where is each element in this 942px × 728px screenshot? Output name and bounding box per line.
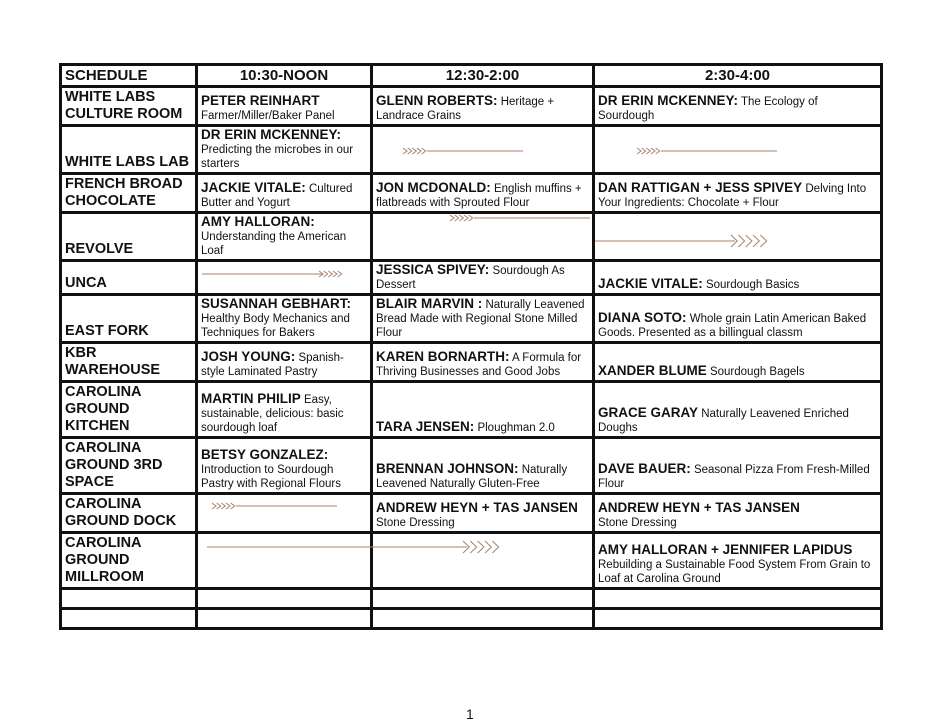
wheat-stalk-icon [207,540,507,554]
session-cell-s2 [372,295,594,343]
speaker-name: DR ERIN MCKENNEY: [201,127,342,142]
speaker-name: DAN RATTIGAN + JESS SPIVEY [598,180,803,195]
session-description: Spanish-style Laminated Pastry [201,352,344,378]
session-cell-s1 [197,382,372,438]
session-description: Ploughman 2.0 [474,422,555,434]
session-description: English muffins + flatbreads with Sprouted Flour [376,183,582,209]
session-description: Naturally Leavened Naturally Gluten-Free [376,464,568,490]
session-description: Seasonal Pizza From Fresh-Milled Flour [598,464,870,490]
session-cell-s2 [372,174,594,213]
speaker-separator: : [698,276,703,291]
speaker-name: SUSANNAH GEBHART: [201,296,352,311]
speaker-name: JACKIE VITALE [598,276,699,291]
session-cell-s2 [372,438,594,494]
empty-cell [197,609,372,629]
venue-cell: CAROLINA GROUND MILLROOM [61,533,197,589]
session-cell-s3 [594,87,882,126]
schedule-row [61,174,882,213]
speaker-name: XANDER BLUME [598,363,707,378]
venue-cell: REVOLVE [61,213,197,261]
empty-cell [372,589,594,609]
speaker-name: GRACE GARAY [598,405,699,420]
speaker-name: BETSY GONZALEZ: [201,447,329,462]
session-description: Farmer/Miller/Baker Panel [201,110,335,122]
wheat-stalk-icon [403,147,523,161]
speaker-separator: : [493,93,498,108]
session-description: Cultured Butter and Yogurt [201,183,353,209]
speaker-separator: : [474,296,483,311]
venue-cell: WHITE LABS LAB [61,126,197,174]
wheat-stalk-icon [212,502,337,516]
schedule-row [61,295,882,343]
venue-cell: CAROLINA GROUND KITCHEN [61,382,197,438]
speaker-name: PETER REINHART [201,93,320,108]
session-description: Introduction to Sourdough Pastry with Regional Flours [201,464,341,490]
session-cell-s2 [372,382,594,438]
session-cell-s3 [594,261,882,295]
empty-cell [594,609,882,629]
empty-cell [594,589,882,609]
wheat-stalk-icon [450,214,590,228]
venue-cell: UNCA [61,261,197,295]
speaker-name: JACKIE VITALE: [201,180,306,195]
speaker-name: JESSICA SPIVEY: [376,262,490,277]
session-cell-s1 [197,174,372,213]
empty-cell [197,589,372,609]
header-timeslot-1: 10:30-NOON [197,65,372,87]
schedule-row [61,261,882,295]
session-cell-s2 [372,494,594,533]
speaker-name: AMY HALLORAN + JENNIFER LAPIDUS [598,542,853,557]
session-description: Naturally Leavened Enriched Doughs [598,408,849,434]
session-description: Delving Into Your Ingredients: Chocolate + Flour [598,183,867,209]
session-description: Easy, sustainable, delicious: basic sourdough loaf [201,394,344,434]
session-cell-s1 [197,213,372,261]
venue-cell: CAROLINA GROUND 3RD SPACE [61,438,197,494]
speaker-name: ANDREW HEYN + TAS JANSEN [376,500,578,515]
speaker-name: JOSH YOUNG: [201,349,296,364]
session-description: The Ecology of Sourdough [598,96,818,122]
venue-cell: KBR WAREHOUSE [61,343,197,382]
speaker-name: AMY HALLORAN: [201,214,315,229]
session-cell-s3 [594,174,882,213]
session-cell-s2 [372,87,594,126]
speaker-name: TARA JENSEN [376,419,470,434]
session-description: Heritage + Landrace Grains [376,96,555,122]
session-description: Whole grain Latin American Baked Goods. Presented as a billingual classm [598,313,867,339]
session-description: A Formula for Thriving Businesses and Good Jobs [376,352,582,378]
empty-cell [61,589,197,609]
speaker-name: DAVE BAUER: [598,461,691,476]
empty-row [61,609,882,629]
header-row [61,65,882,87]
header-timeslot-2: 12:30-2:00 [372,65,594,87]
session-cell-s3 [594,295,882,343]
session-cell-s2 [372,261,594,295]
empty-cell [61,609,197,629]
session-description: Understanding the American Loaf [201,231,347,257]
session-description: Sourdough Bagels [706,366,805,378]
session-description: Stone Dressing [598,517,677,529]
speaker-name: KAREN BORNARTH: [376,349,510,364]
speaker-name: MARTIN PHILIP [201,391,301,406]
session-description: Sourdough As Dessert [376,265,565,291]
venue-cell: CAROLINA GROUND DOCK [61,494,197,533]
session-cell-s3 [594,343,882,382]
speaker-name: BLAIR MARVIN [376,296,475,311]
header-schedule: SCHEDULE [61,65,197,87]
schedule-row [61,343,882,382]
session-cell-s1 [197,343,372,382]
session-description: Naturally Leavened Bread Made with Regional Stone Milled Flour [376,299,585,339]
schedule-page [59,63,880,630]
session-cell-s3 [594,382,882,438]
wheat-stalk-icon [202,270,347,284]
session-cell-s1 [197,87,372,126]
session-cell-s3 [594,533,882,589]
session-cell-s3 [594,494,882,533]
speaker-name: JON MCDONALD: [376,180,491,195]
schedule-row [61,494,882,533]
speaker-name: BRENNAN JOHNSON: [376,461,519,476]
wheat-stalk-icon [595,234,775,248]
session-description: Rebuilding a Sustainable Food System From Grain to Loaf at Carolina Ground [598,559,871,585]
venue-cell: WHITE LABS CULTURE ROOM [61,87,197,126]
session-cell-s1 [197,126,372,174]
header-timeslot-3: 2:30-4:00 [594,65,882,87]
speaker-name: GLENN ROBERTS [376,93,494,108]
session-description: Sourdough Basics [702,279,800,291]
empty-cell [372,609,594,629]
session-description: Healthy Body Mechanics and Techniques for Bakers [201,313,350,339]
session-description: Stone Dressing [376,517,455,529]
wheat-stalk-icon [637,147,777,161]
session-cell-s1 [197,438,372,494]
speaker-name: DR ERIN MCKENNEY: [598,93,739,108]
page-number: 1 [466,706,474,722]
empty-row [61,589,882,609]
speaker-name: DIANA SOTO: [598,310,687,325]
venue-cell: EAST FORK [61,295,197,343]
schedule-row [61,87,882,126]
venue-cell: FRENCH BROAD CHOCOLATE [61,174,197,213]
schedule-row [61,438,882,494]
session-description: Predicting the microbes in our starters [201,144,354,170]
speaker-name: ANDREW HEYN + TAS JANSEN [598,500,800,515]
speaker-separator: : [469,419,475,434]
session-cell-s1 [197,295,372,343]
schedule-row [61,382,882,438]
session-cell-s2 [372,343,594,382]
session-cell-s3 [594,438,882,494]
